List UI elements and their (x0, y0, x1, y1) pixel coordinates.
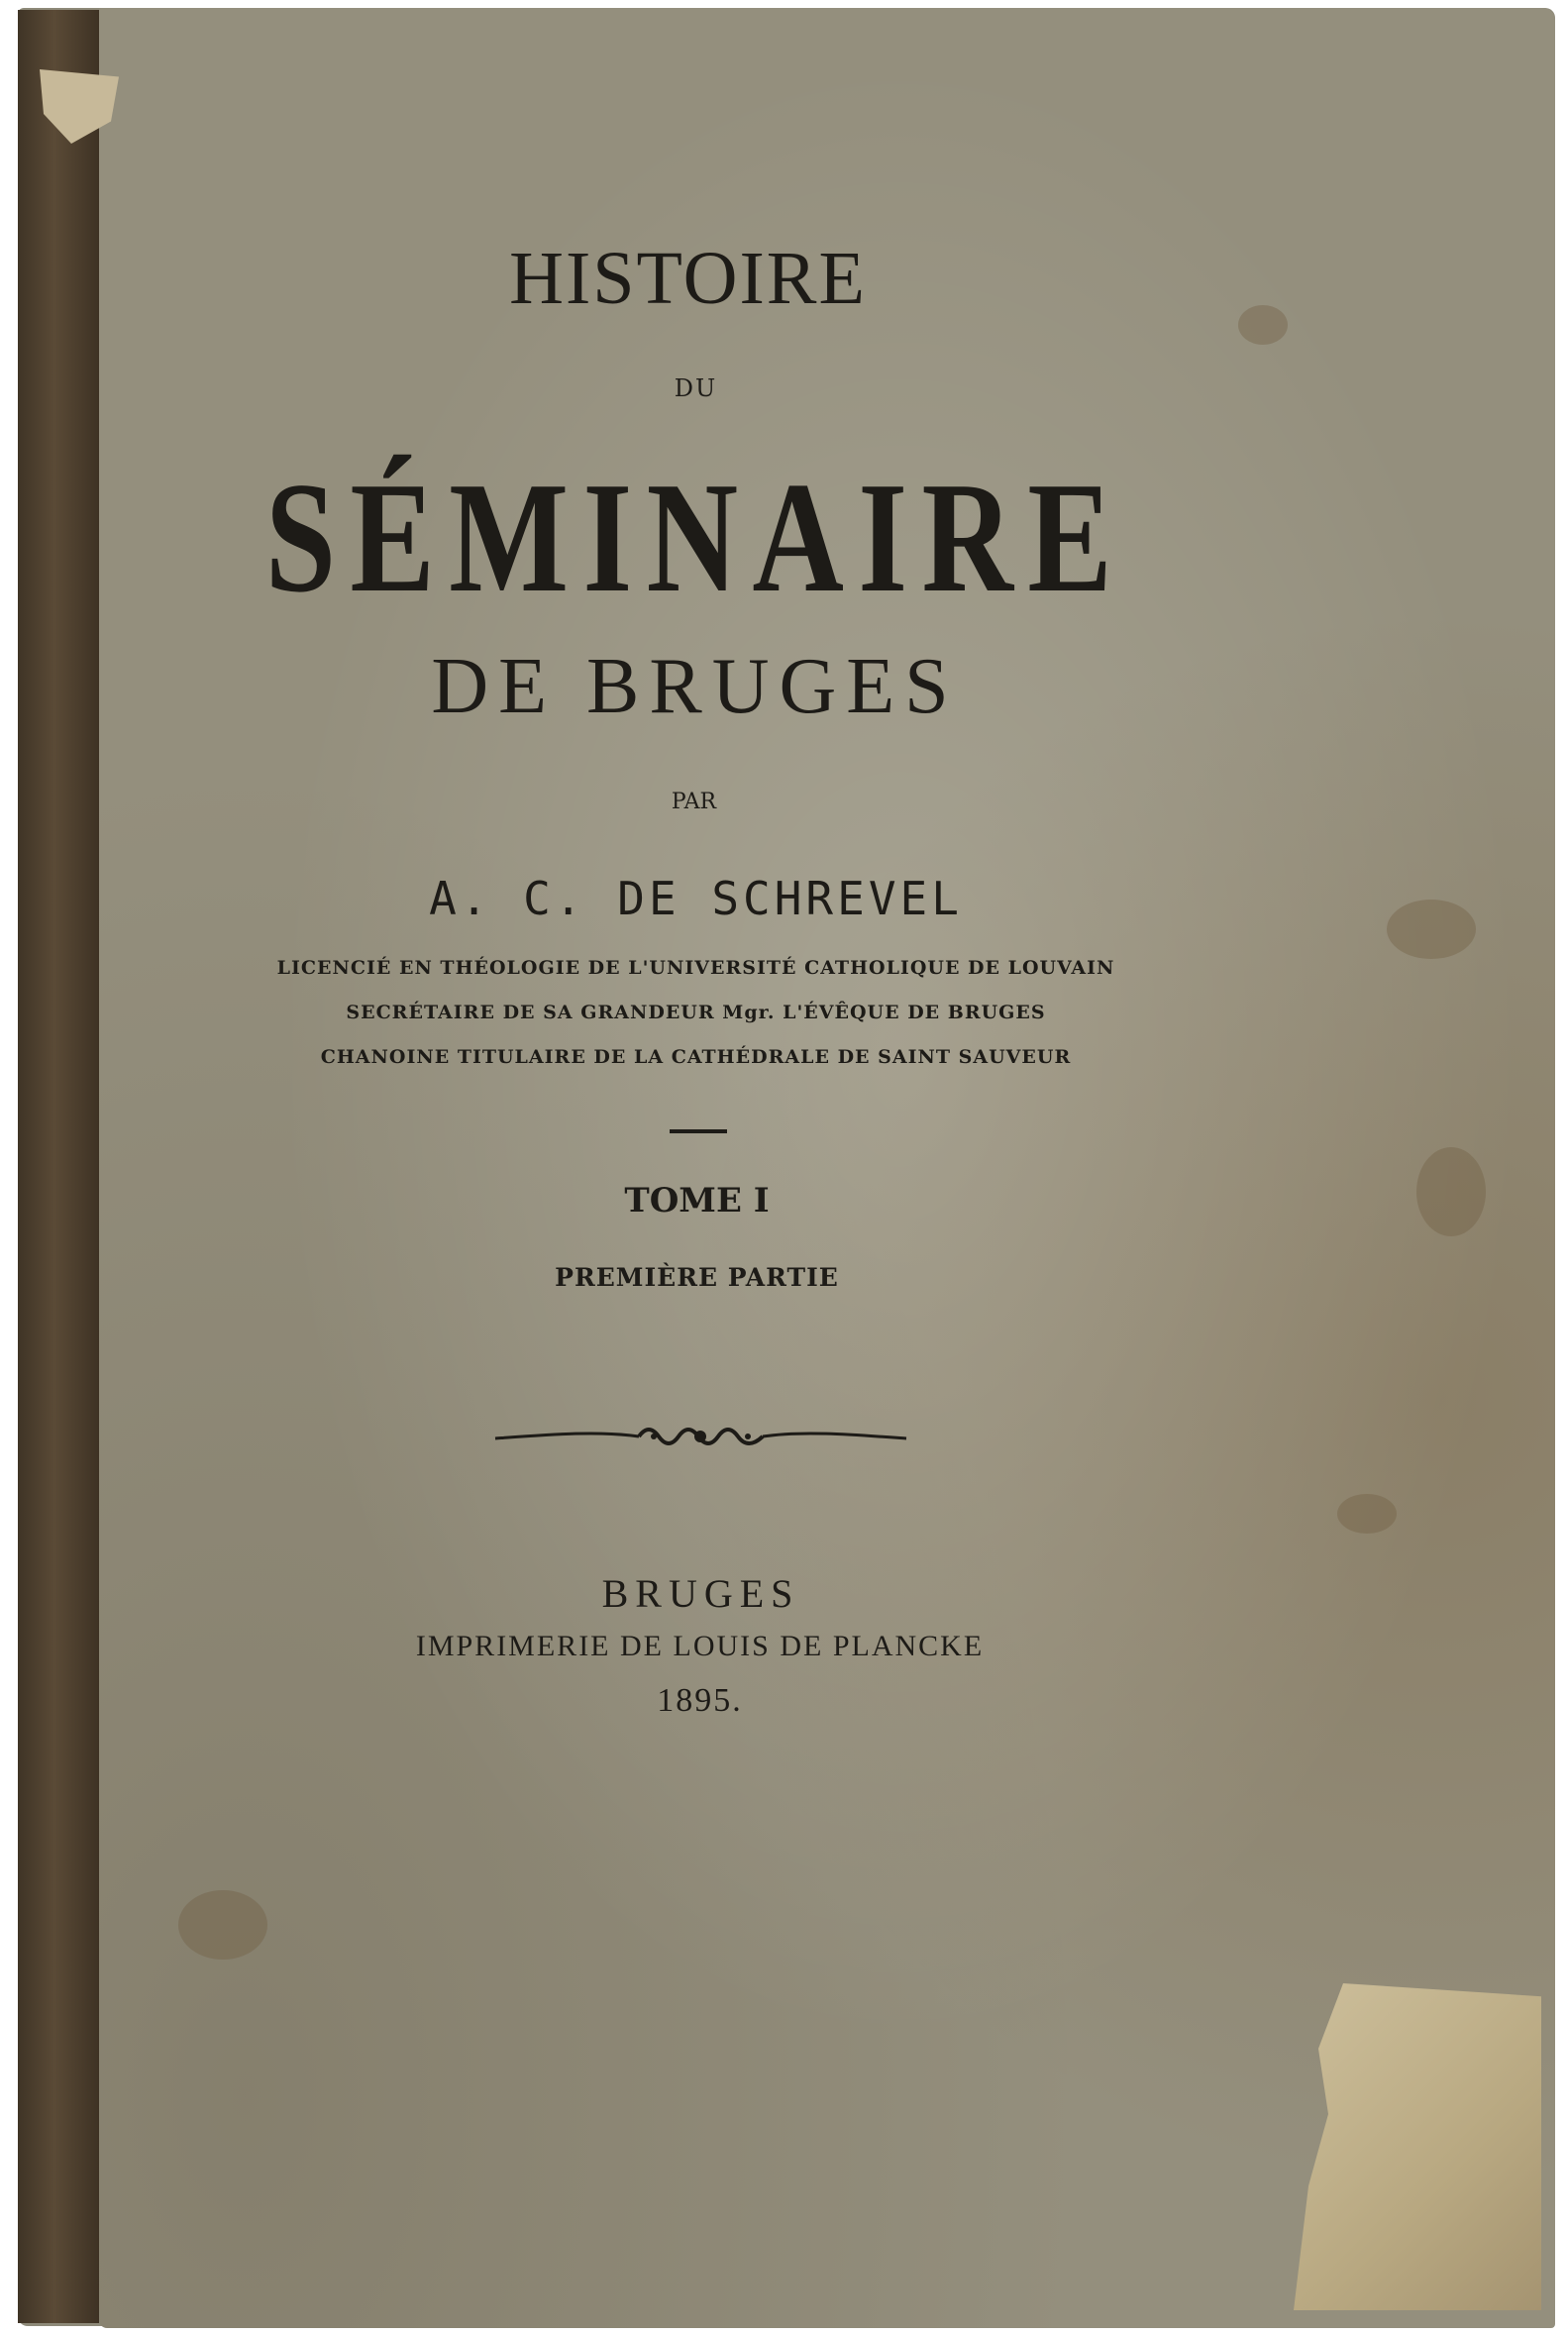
author-name: A. C. DE SCHREVEL (429, 872, 963, 925)
book-cover (99, 8, 1555, 2328)
title-seminaire: SÉMINAIRE (264, 449, 1127, 625)
author-credential: SECRÉTAIRE DE SA GRANDEUR Mgr. L'ÉVÊQUE DE BRUGES (346, 1002, 1046, 1023)
divider-rule (670, 1129, 727, 1133)
by-label: PAR (671, 790, 717, 814)
printer-ornament-icon (490, 1417, 911, 1456)
imprint-printer: IMPRIMERIE DE LOUIS DE PLANCKE (415, 1630, 985, 1662)
imprint-city: BRUGES (601, 1571, 800, 1616)
foxing-stain (1337, 1494, 1397, 1534)
book-spine (18, 10, 99, 2323)
foxing-stain (178, 1890, 267, 1960)
title-connector: DU (674, 374, 718, 402)
part-label: PREMIÈRE PARTIE (555, 1263, 839, 1292)
author-credential: CHANOINE TITULAIRE DE LA CATHÉDRALE DE SAINT SAUVEUR (320, 1046, 1072, 1068)
volume-number: TOME I (624, 1181, 770, 1221)
title-histoire: HISTOIRE (509, 237, 867, 320)
author-credential: LICENCIÉ EN THÉOLOGIE DE L'UNIVERSITÉ CATHOLIQUE DE LOUVAIN (276, 957, 1115, 979)
title-de-bruges: DE BRUGES (431, 643, 959, 730)
torn-corner (1294, 1983, 1541, 2310)
imprint-year: 1895. (657, 1682, 743, 1719)
